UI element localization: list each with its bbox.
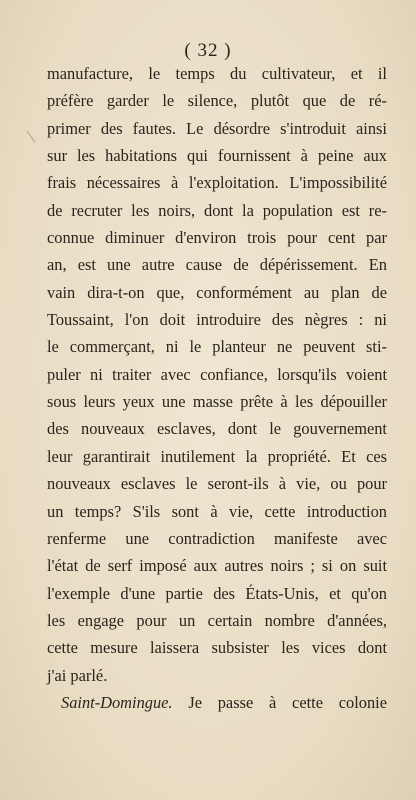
- text-line: j'ai parlé.: [47, 665, 108, 685]
- text-line: sur les habitations qui fournissent à peine aux: [47, 146, 387, 166]
- text-line: l'état de serf imposé aux autres noirs ; si on suit: [47, 556, 387, 576]
- text-line: an, est une autre cause de dépérissement. En: [47, 255, 387, 275]
- text-line: renferme une contradiction manifeste avec: [47, 528, 387, 548]
- text-line: leur garantirait inutilement la propriété. Et ces: [47, 446, 387, 466]
- paragraph-continuation: Je passe à cette colonie: [172, 692, 387, 712]
- text-line: cette mesure laissera subsister les vices dont: [47, 638, 387, 658]
- body-text: [47, 60, 387, 716]
- text-line: Toussaint, l'on doit introduire des nègres : ni: [47, 310, 387, 330]
- margin-mark: [27, 127, 41, 142]
- text-line: l'exemple d'une partie des États-Unis, et qu'on: [47, 583, 387, 603]
- text-line: primer des fautes. Le désordre s'introduit ainsi: [47, 118, 387, 138]
- page-number: ( 32 ): [184, 40, 232, 61]
- text-line: connue diminuer d'environ trois pour cent par: [47, 228, 387, 248]
- text-line: de recruter les noirs, dont la population est re-: [47, 200, 387, 220]
- text-line: le commerçant, ni le planteur ne peuvent sti-: [47, 337, 387, 357]
- place-name-italic: Saint-Domingue.: [61, 692, 173, 712]
- text-line: puler ni traiter avec confiance, lorsqu'ils voient: [47, 364, 387, 384]
- text-line: nouveaux esclaves le seront-ils à vie, ou pour: [47, 474, 387, 494]
- text-line: préfère garder le silence, plutôt que de ré-: [47, 91, 387, 111]
- text-line: les engage pour un certain nombre d'années,: [47, 610, 387, 630]
- text-line: un temps? S'ils sont à vie, cette introduction: [47, 501, 387, 521]
- text-line: manufacture, le temps du cultivateur, et il: [47, 64, 387, 83]
- text-line: sous leurs yeux une masse prête à les dépouiller: [47, 392, 387, 412]
- text-line: des nouveaux esclaves, dont le gouvernement: [47, 419, 387, 439]
- text-line: vain dira-t-on que, conformément au plan de: [47, 282, 387, 302]
- paragraph-start-line: [47, 689, 387, 716]
- text-line: frais nécessaires à l'exploitation. L'impossibilité: [47, 173, 387, 193]
